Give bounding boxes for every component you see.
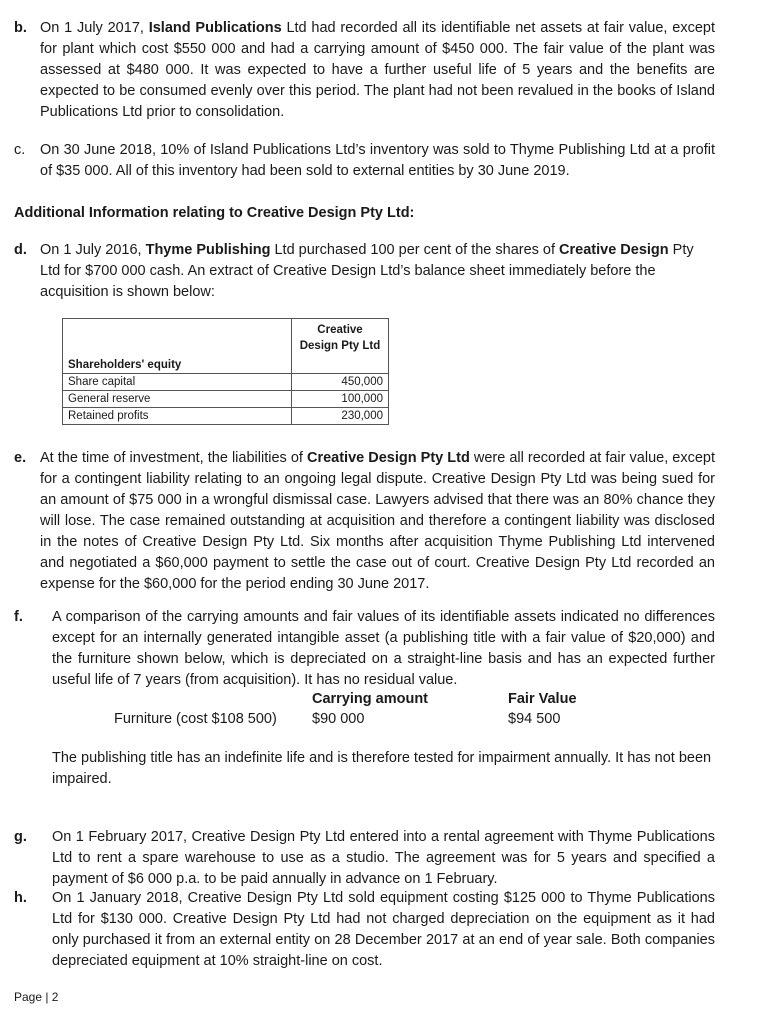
furniture-carrying: $90 000 xyxy=(312,711,365,727)
furniture-label: Furniture (cost $108 500) xyxy=(114,711,277,727)
item-h-text: On 1 January 2018, Creative Design Pty Ltd sold equipment costing $125 000 to Thyme Publications Ltd for $130 000. Creative Design Pty Ltd had not charged depreciation on the equipment as it had only purchased it from an external entity on 28 December 2017 at an end of year sale. Both companies depreciated equipment at 10% straight-line on cost. xyxy=(52,890,715,969)
table-corner xyxy=(63,319,292,358)
col-carrying-header: Carrying amount xyxy=(312,691,429,707)
item-e-text: At the time of investment, the liabilities of Creative Design Pty Ltd were all recorded at fair value, except for a contingent liability relating to an ongoing legal dispute. Creative Design Pty Ltd was being sued for an amount of $75 000 in a wrongful dismissal case. Lawyers advised that there was an 80% chance they will lose. The case remained outstanding at acquisition and therefore a contingent liability was disclosed in the notes of Creative Design Pty Ltd. Six months after acquisition Thyme Publishing Ltd intervened and negotiated a $60,000 payment to settle the case out of court. Creative Design Pty Ltd recorded an expense for the $60,000 for the period ending 30 June 2017. xyxy=(40,450,716,592)
row-label: Retained profits xyxy=(63,408,292,425)
item-d xyxy=(14,240,715,303)
page-number: Page | 2 xyxy=(14,990,59,1004)
item-g-label: g. xyxy=(14,829,27,845)
table-row xyxy=(63,374,389,391)
item-d-text: On 1 July 2016, Thyme Publishing Ltd purchased 100 per cent of the shares of Creative Design Pty Ltd for $700 000 cash. An extract of Creative Design Ltd’s balance sheet immediately before the acquisition is shown below: xyxy=(40,242,694,300)
item-f-text: A comparison of the carrying amounts and fair values of its identifiable assets indicated no differences except for an internally generated intangible asset (a publishing title with a fair value of $20,000) and the furniture shown below, which is depreciated on a straight-line basis and has an expected further useful life of 7 years (from acquisition). It has no residual value. xyxy=(52,609,715,688)
item-b-label: b. xyxy=(14,20,27,36)
table-section-label: Shareholders' equity xyxy=(63,357,292,374)
item-e-label: e. xyxy=(14,450,27,466)
item-c xyxy=(14,140,715,182)
item-e xyxy=(14,448,715,595)
item-c-label: c. xyxy=(14,142,26,158)
col-fair-header: Fair Value xyxy=(508,691,577,707)
row-value: 100,000 xyxy=(292,391,389,408)
row-value: 230,000 xyxy=(292,408,389,425)
item-f xyxy=(14,607,715,691)
item-b xyxy=(14,18,715,123)
item-g-text: On 1 February 2017, Creative Design Pty Ltd entered into a rental agreement with Thyme Publications Ltd to rent a spare warehouse to use as a studio. The agreement was for 5 years and specified a payment of $6 000 p.a. to be paid annually in advance on 1 February. xyxy=(52,829,715,887)
table-row xyxy=(63,391,389,408)
table-column-header: Creative Design Pty Ltd xyxy=(292,319,389,358)
row-label: Share capital xyxy=(63,374,292,391)
table-row xyxy=(63,408,389,425)
table-section-value xyxy=(292,357,389,374)
item-h-label: h. xyxy=(14,890,27,906)
furniture-fair: $94 500 xyxy=(508,711,561,727)
item-f-note: The publishing title has an indefinite life and is therefore tested for impairment annually. It has not been impaired. xyxy=(52,750,712,787)
row-value: 450,000 xyxy=(292,374,389,391)
item-b-text: On 1 July 2017, Island Publications Ltd had recorded all its identifiable net assets at fair value, except for plant which cost $550 000 and had a carrying amount of $450 000. The fair value of the plant was assessed at $480 000. It was expected to have a further useful life of 5 years and the benefits are expected to be consumed evenly over this period. The plant had not been revalued in the books of Island Publications Ltd prior to consolidation. xyxy=(40,20,715,120)
item-h xyxy=(14,888,715,972)
item-d-label: d. xyxy=(14,242,27,258)
balance-sheet-table xyxy=(62,318,389,425)
item-f-label: f. xyxy=(14,609,23,625)
section-heading: Additional Information relating to Creative Design Pty Ltd: xyxy=(14,205,415,221)
row-label: General reserve xyxy=(63,391,292,408)
item-c-text: On 30 June 2018, 10% of Island Publications Ltd’s inventory was sold to Thyme Publishing Ltd at a profit of $35 000. All of this inventory had been sold to external entities by 30 June 2019. xyxy=(40,142,715,179)
item-g xyxy=(14,827,715,890)
